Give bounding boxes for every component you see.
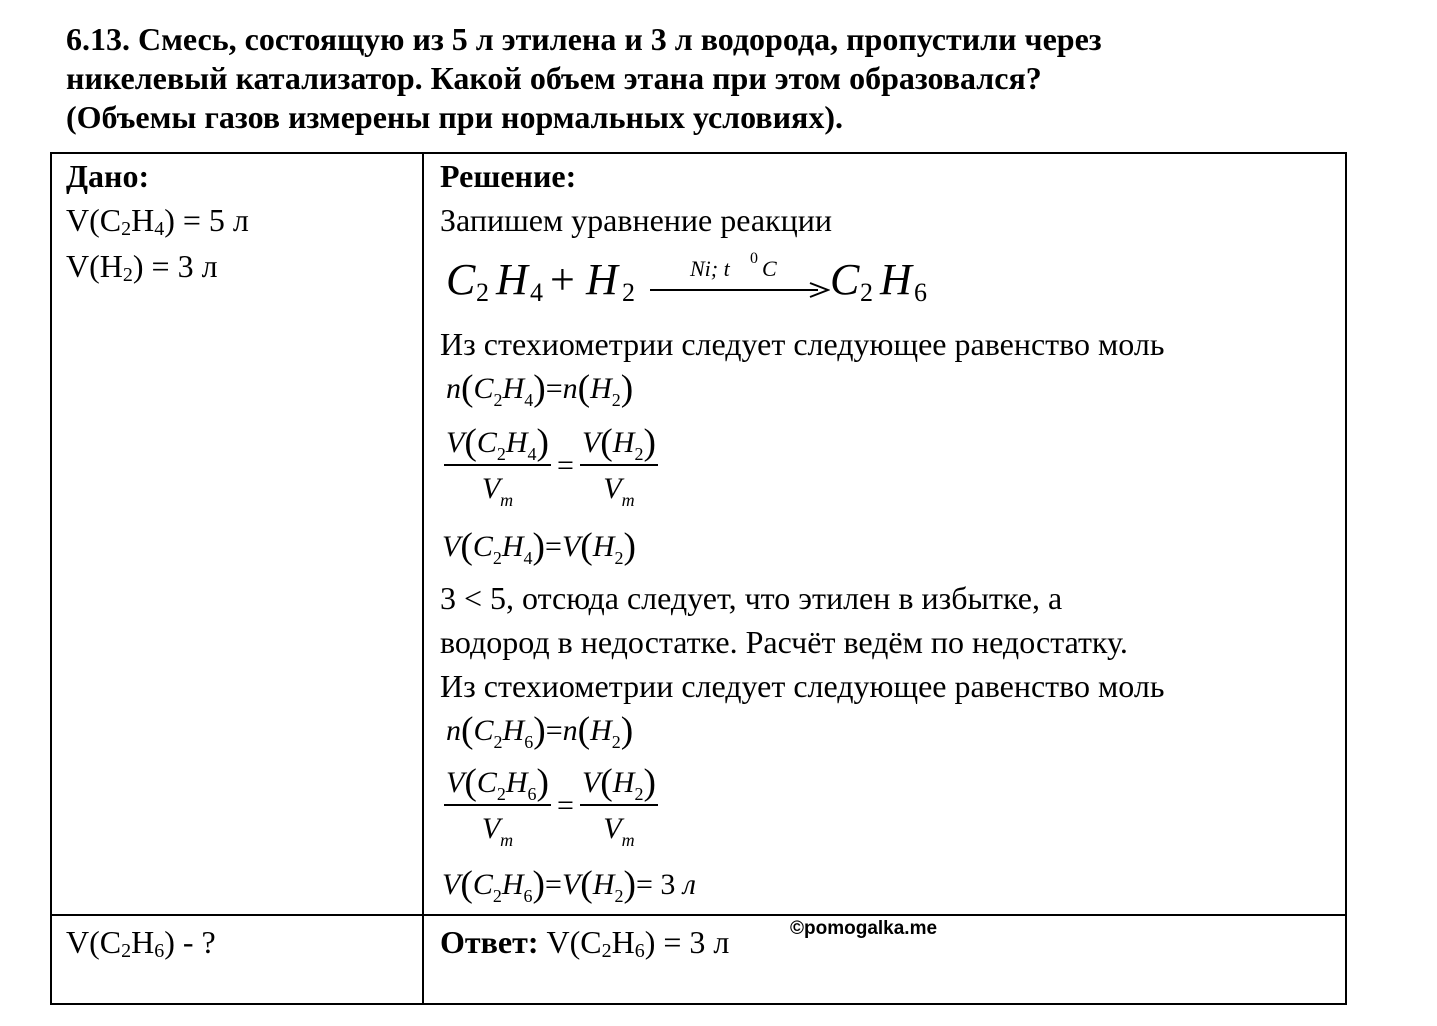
table-column-divider <box>422 152 424 1005</box>
watermark: ©pomogalka.me <box>790 918 938 939</box>
solution-intro: Запишем уравнение реакции <box>440 202 832 238</box>
volume-ratio-2: $\frac{V(C_2H_6)}{V_m}$ = $\frac{V(H_2)}{V_m}$ <box>446 762 656 850</box>
stoichiometry-text-1: Из стехиометрии следует следующее равенство моль <box>440 326 1165 362</box>
find-volume-ethane: $V(C_2H_6)$ - ? <box>66 924 216 962</box>
excess-text-2: водород в недостатке. Расчёт ведём по недостатку. <box>440 624 1128 660</box>
problem-line-2: никелевый катализатор. Какой объем этана при этом образовался? <box>66 60 1042 96</box>
volume-equality-1: $V(C_2H_4)=V(H_2)$ <box>442 526 636 568</box>
given-header: Дано: <box>66 158 150 194</box>
volume-ratio-1: $\frac{V(C_2H_4)}{V_m}$ = $\frac{V(H_2)}{V_m}$ <box>446 422 656 510</box>
mole-equality-2: $n(C_2H_6)=n(H_2)$ <box>446 710 634 752</box>
table-row-divider <box>50 914 1347 916</box>
stoichiometry-text-2: Из стехиометрии следует следующее равенство моль <box>440 668 1165 704</box>
volume-equality-2: $V(C_2H_6)=V(H_2)= 3$ л <box>442 864 696 906</box>
reaction-equation: C 2 H 4 + H 2 Ni; t 0 C C 2 H 6 <box>446 250 927 307</box>
given-volume-hydrogen: $V(H_2) = 3$ л <box>66 248 218 286</box>
answer: Ответ: $V(C_2H_6) = 3$ л <box>440 924 730 962</box>
reaction-arrow <box>650 280 830 300</box>
problem-statement <box>66 20 1386 137</box>
given-volume-ethylene: $V(C_2H_4) = 5$ л <box>66 202 249 240</box>
excess-text-1: 3 < 5, отсюда следует, что этилен в избытке, а <box>440 580 1063 616</box>
solution-header: Решение: <box>440 158 577 194</box>
answer-label: Ответ: <box>440 924 539 960</box>
mole-equality-1: $n(C_2H_4)=n(H_2)$ <box>446 368 634 410</box>
problem-line-1: 6.13. Смесь, состоящую из 5 л этилена и 3 л водорода, пропустили через <box>66 21 1102 57</box>
problem-line-3: (Объемы газов измерены при нормальных условиях). <box>66 99 843 135</box>
